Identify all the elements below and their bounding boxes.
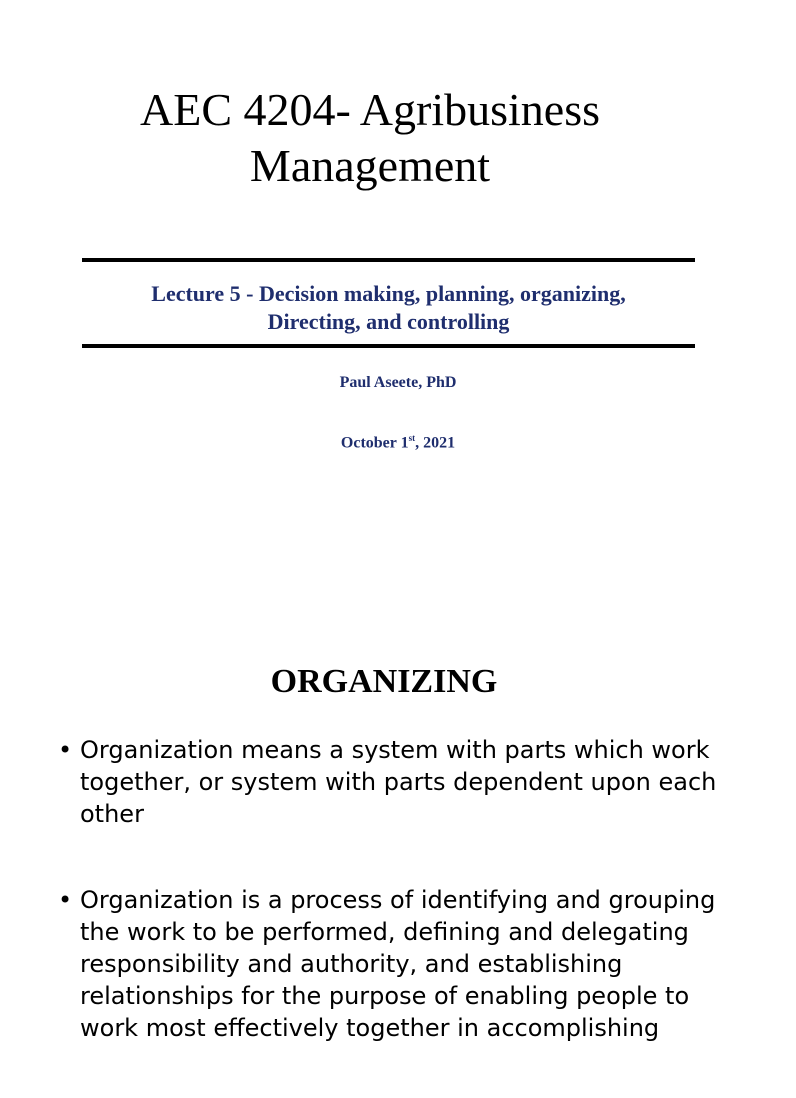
section-heading: ORGANIZING (270, 663, 498, 700)
bullet-item (58, 884, 728, 1044)
date-prefix: October 1 (340, 434, 409, 452)
date-rest: , 2021 (415, 434, 456, 452)
slide-title (0, 82, 740, 194)
slide-title-line-1: AEC 4204- Agribusiness (140, 84, 600, 135)
bullet-text: Organization is a process of identifying and grouping the work to be performed, defining and delegating responsibility and authority, and establishing relationships for the purpose of enabling people to work most effectively together in accomplishing (80, 886, 716, 1042)
slide-separator (0, 576, 768, 577)
bullet-text: Organization means a system with parts which work together, or system with parts dependent upon each other (80, 736, 717, 828)
presentation-date (0, 433, 796, 452)
date-ordinal-suffix: st (408, 433, 416, 443)
top-rule-divider (82, 258, 695, 262)
bullet-list (58, 734, 728, 1098)
bullet-item (58, 734, 728, 830)
author-name: Paul Aseete, PhD (339, 374, 457, 391)
bullet-icon: • (58, 736, 73, 764)
lecture-subtitle-line-2: Directing, and controlling (267, 309, 510, 334)
slide-title-line-2: Management (249, 140, 491, 191)
lecture-subtitle-line-1: Lecture 5 - Decision making, planning, organizing, (151, 281, 626, 306)
lecture-subtitle (82, 280, 695, 336)
bottom-rule-divider (82, 344, 695, 348)
bullet-icon: • (58, 886, 73, 914)
